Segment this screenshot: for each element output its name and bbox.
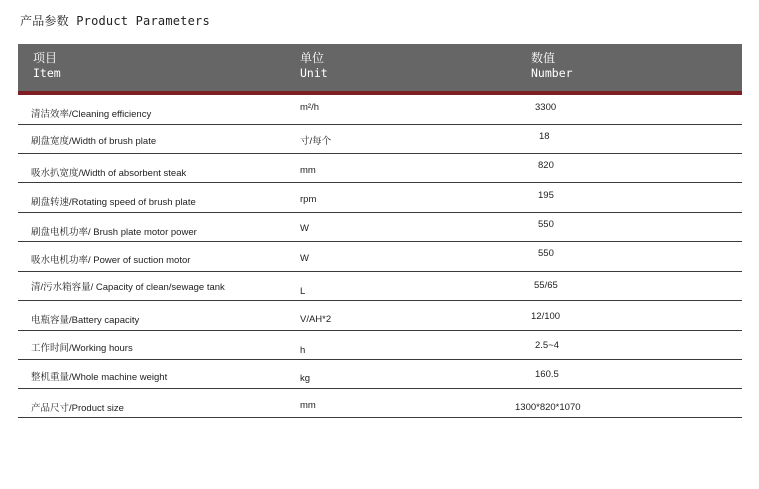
row-number: 3300: [535, 102, 557, 113]
row-item: 刷盘转速/Rotating speed of brush plate: [31, 197, 196, 208]
row-number: 12/100: [531, 311, 561, 322]
table-row: [18, 95, 742, 125]
row-unit: h: [300, 345, 306, 356]
row-unit: m²/h: [300, 102, 319, 113]
header-number-en: Number: [531, 66, 573, 80]
row-unit: V/AH*2: [300, 314, 332, 325]
table-row: [18, 331, 742, 360]
table-row: [18, 360, 742, 389]
row-number: 55/65: [534, 280, 558, 291]
row-unit: W: [300, 253, 309, 264]
row-item: 电瓶容量/Battery capacity: [31, 315, 140, 326]
table-row: [18, 301, 742, 331]
row-number: 18: [539, 131, 550, 142]
row-unit: L: [300, 286, 306, 297]
table-row: [18, 213, 742, 242]
row-number: 160.5: [535, 369, 559, 380]
row-item: 刷盘宽度/Width of brush plate: [31, 136, 157, 147]
row-number: 550: [538, 219, 554, 230]
row-number: 820: [538, 160, 554, 171]
table-row: [18, 154, 742, 183]
header-unit-cn: 单位: [300, 51, 325, 65]
row-item: 整机重量/Whole machine weight: [31, 372, 168, 383]
row-unit: rpm: [300, 194, 317, 205]
row-item: 产品尺寸/Product size: [31, 403, 124, 414]
table-row: [18, 242, 742, 272]
row-item: 吸水电机功率/ Power of suction motor: [31, 255, 191, 266]
row-number: 1300*820*1070: [515, 402, 581, 413]
table-row: [18, 183, 742, 213]
row-number: 195: [538, 190, 554, 201]
header-item-cn: 项目: [33, 51, 58, 65]
row-unit: mm: [300, 400, 316, 411]
table-row: [18, 125, 742, 154]
row-item: 吸水扒宽度/Width of absorbent steak: [31, 168, 187, 179]
table-row: [18, 272, 742, 301]
row-unit: 寸/每个: [300, 136, 332, 147]
row-unit: W: [300, 223, 309, 234]
header-number: [531, 51, 573, 81]
header-number-cn: 数值: [531, 51, 556, 65]
header-unit: [300, 51, 328, 81]
header-item: [33, 51, 61, 81]
row-number: 2.5~4: [535, 340, 560, 351]
table-row: [18, 389, 742, 418]
parameter-table-body: [18, 95, 742, 418]
row-unit: kg: [300, 373, 311, 384]
page-title: 产品参数 Product Parameters: [20, 14, 210, 28]
row-item: 刷盘电机功率/ Brush plate motor power: [31, 227, 197, 238]
header-item-en: Item: [33, 66, 61, 80]
row-item: 清/污水箱容量/ Capacity of clean/sewage tank: [31, 282, 225, 293]
row-item: 工作时间/Working hours: [31, 343, 133, 354]
row-number: 550: [538, 248, 554, 259]
header-unit-en: Unit: [300, 66, 328, 80]
row-unit: mm: [300, 165, 316, 176]
table-header: [18, 44, 742, 91]
row-item: 清洁效率/Cleaning efficiency: [31, 109, 152, 120]
